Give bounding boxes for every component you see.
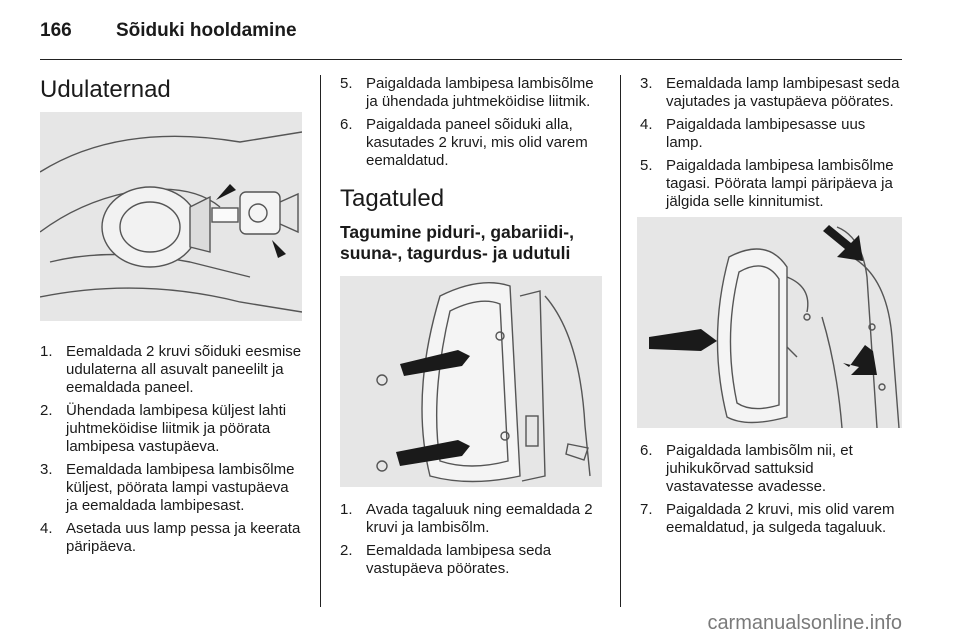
tail-light-steps	[340, 501, 602, 578]
fog-lamp-illustration	[40, 112, 302, 321]
tail-light-steps-continued	[640, 75, 902, 211]
section-heading-tail-lights: Tagatuled	[340, 185, 445, 212]
tail-light-removal-illustration	[340, 276, 602, 487]
list-item: 2. Eemaldada lambipesa seda vastupäeva pöörates.	[340, 542, 552, 577]
tail-light-steps-final	[640, 442, 902, 537]
list-item: 4. Paigaldada lambipesasse uus lamp.	[640, 116, 866, 151]
column-2	[340, 75, 602, 583]
list-item: 6. Paigaldada paneel sõiduki alla, kasutades 2 kruvi, mis olid varem eemaldatud.	[340, 116, 588, 169]
tail-light-installation-illustration	[637, 217, 902, 428]
list-item: 5. Paigaldada lambipesa lambisõlme ja ühendada juhtmeköidise liitmik.	[340, 75, 594, 110]
column-divider	[620, 75, 621, 607]
column-divider	[320, 75, 321, 607]
fog-lamp-steps	[40, 343, 302, 556]
header-divider	[40, 59, 902, 60]
list-item: 5. Paigaldada lambipesa lambisõlme tagasi. Pöörata lampi päripäeva ja jälgida selle kinnitumist.	[640, 157, 894, 210]
list-item: 4. Asetada uus lamp pessa ja keerata päripäeva.	[40, 520, 301, 555]
column-1	[40, 75, 302, 561]
page-header	[40, 20, 297, 42]
list-item: 1. Avada tagaluuk ning eemaldada 2 kruvi ja lambisõlm.	[340, 501, 593, 536]
list-item: 7. Paigaldada 2 kruvi, mis olid varem eemaldatud, ja sulgeda tagaluuk.	[640, 501, 895, 536]
list-item: 1. Eemaldada 2 kruvi sõiduki eesmise udulaterna all asuvalt paneelilt ja eemaldada paneel.	[40, 343, 302, 396]
page-header-title: Sõiduki hooldamine	[116, 20, 297, 41]
list-item: 6. Paigaldada lambisõlm nii, et juhikukõrvad sattuksid vastavatesse avadesse.	[640, 442, 853, 495]
page-number: 166	[40, 20, 72, 41]
fog-lamp-steps-continued	[340, 75, 602, 170]
section-heading-fog-lamps: Udulaternad	[40, 76, 171, 103]
watermark: carmanualsonline.info	[707, 612, 902, 634]
list-item: 2. Ühendada lambipesa küljest lahti juhtmeköidise liitmik ja pöörata lambipesa vastupäeva.	[40, 402, 287, 455]
subsection-heading: Tagumine piduri-, gabariidi-, suuna-, tagurdus- ja udutuli	[340, 222, 574, 263]
list-item: 3. Eemaldada lambipesa lambisõlme küljest, pöörata lampi vastupäeva ja eemaldada lambipesast.	[40, 461, 295, 514]
list-item: 3. Eemaldada lamp lambipesast seda vajutades ja vastupäeva pöörates.	[640, 75, 900, 110]
column-3	[640, 75, 902, 542]
